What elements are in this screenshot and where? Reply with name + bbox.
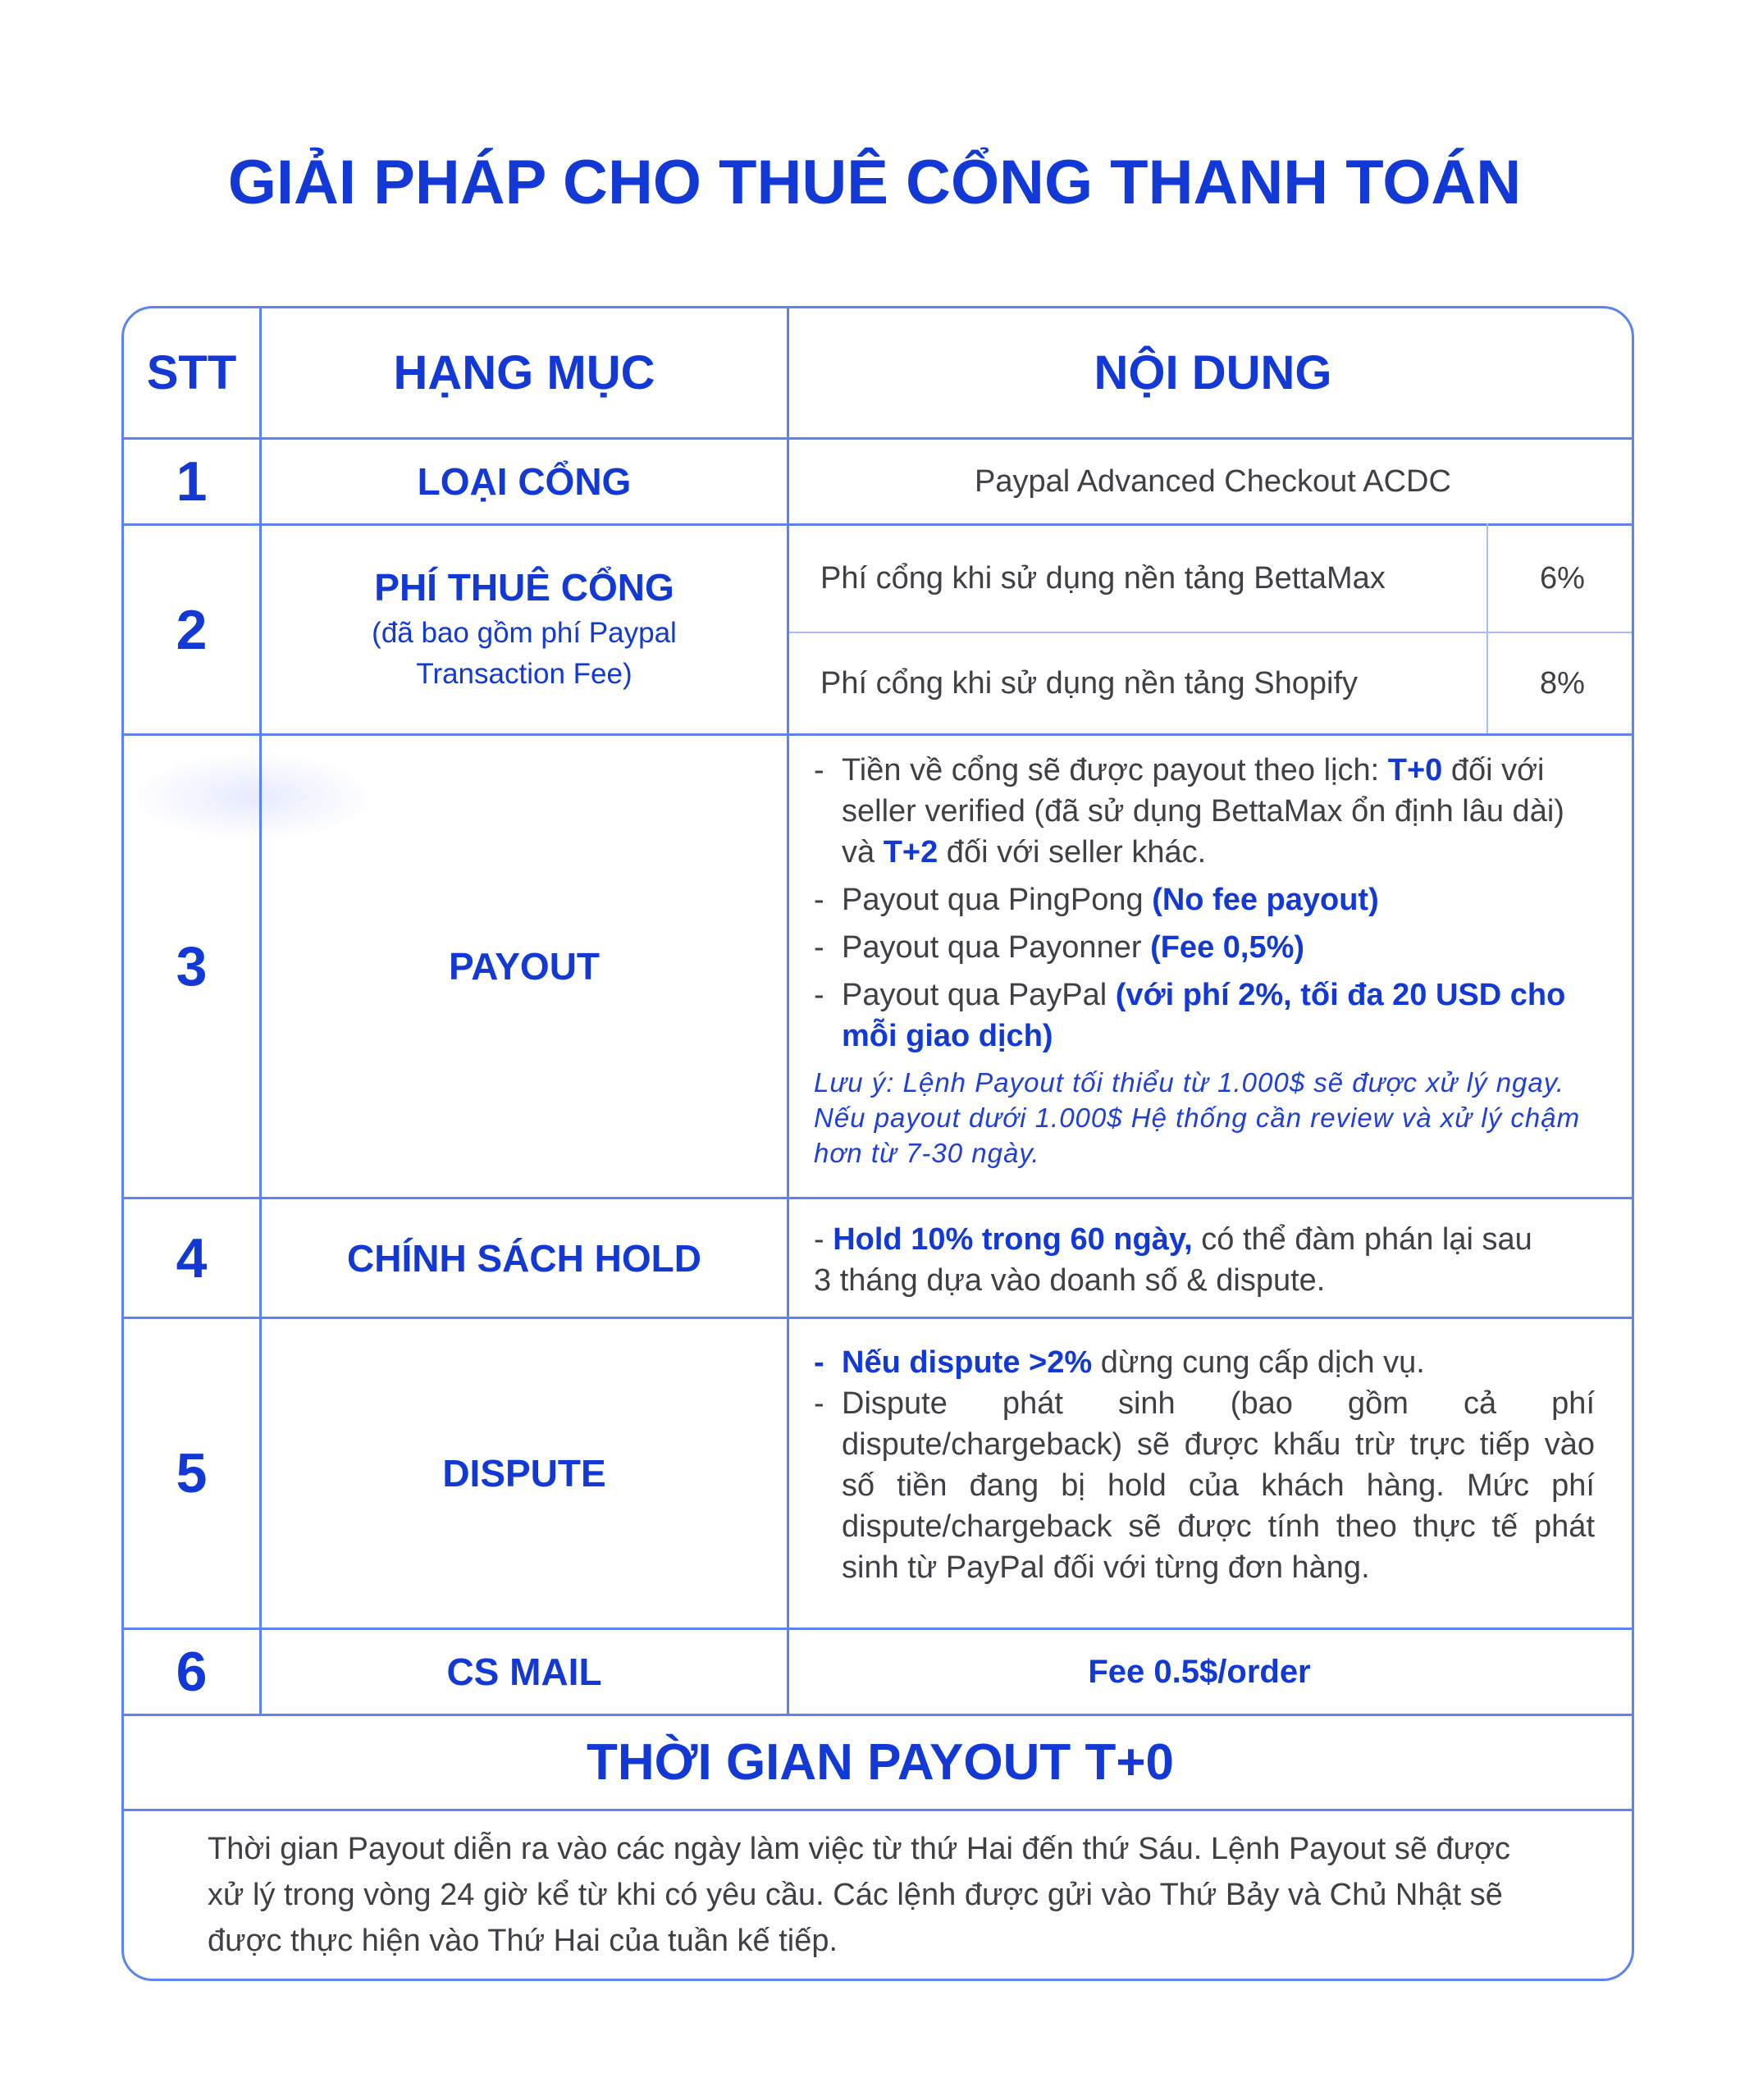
row-number: 1: [176, 450, 208, 513]
bullet-dash: -: [814, 978, 824, 1012]
bullet-dash: -: [814, 1386, 824, 1421]
fee-label: Phí cổng khi sử dụng nền tảng BettaMax: [820, 561, 1386, 596]
item-highlight: (với phí 2%, tối đa 20 USD cho mỗi giao dịch): [842, 978, 1566, 1053]
divider: [124, 1809, 1634, 1811]
item-text: Tiền về cổng sẽ được payout theo lịch:: [842, 753, 1388, 788]
bullet-dash: -: [814, 883, 824, 917]
fee-label: Phí cổng khi sử dụng nền tảng Shopify: [820, 665, 1358, 701]
bullet-dash: -: [814, 1222, 824, 1257]
item-highlight: T+0: [1387, 753, 1443, 788]
row-category: DISPUTE: [442, 1452, 606, 1495]
footer-title: THỜI GIAN PAYOUT T+0: [586, 1734, 1175, 1791]
row-number: 3: [176, 935, 208, 998]
row-number: 5: [176, 1442, 208, 1504]
payout-note: Lưu ý: Lệnh Payout tối thiểu từ 1.000$ sẽ được xử lý ngay. Nếu payout dưới 1.000$ Hệ thống cần review và xử lý chậm hơn từ 7-30 ngày.: [814, 1067, 1581, 1168]
row-content: Fee 0.5$/order: [1088, 1653, 1311, 1690]
item-text: dừng cung cấp dịch vụ.: [1092, 1345, 1425, 1380]
list-item: [814, 975, 1593, 1057]
row-number: 2: [176, 598, 208, 661]
list-item: [814, 1383, 1595, 1588]
fee-value: 6%: [1540, 561, 1585, 596]
item-highlight: T+2: [883, 835, 938, 870]
item-highlight: Hold 10% trong 60 ngày,: [833, 1222, 1193, 1257]
row-content: [814, 750, 1593, 1171]
row-content: [814, 1342, 1595, 1588]
row-category: [262, 526, 787, 733]
bullet-dash: -: [814, 930, 824, 965]
list-item: [814, 750, 1593, 873]
header-content: NỘI DUNG: [1094, 346, 1332, 399]
item-text: Payout qua Payonner: [842, 930, 1151, 965]
item-text: Dispute phát sinh (bao gồm cả phí dispute/chargeback) sẽ được khấu trừ trực tiếp vào số tiền đang bị hold của khách hàng. Mức phí dispute/chargeback sẽ được tính theo thực tế phát sinh từ PayPal đối với từng đơn hàng.: [842, 1386, 1595, 1585]
row-category: CS MAIL: [446, 1650, 602, 1693]
item-text: đối với seller khác.: [938, 835, 1207, 870]
pricing-table: [121, 306, 1634, 1981]
item-highlight: Nếu dispute >2%: [842, 1345, 1093, 1380]
item-text: Payout qua PayPal: [842, 978, 1116, 1012]
footer-text: Thời gian Payout diễn ra vào các ngày làm việc từ thứ Hai đến thứ Sáu. Lệnh Payout sẽ được xử lý trong vòng 24 giờ kể từ khi có yêu cầu. Các lệnh được gửi vào Thứ Bảy và Chủ Nhật sẽ được thực hiện vào Thứ Hai của tuần kế tiếp.: [208, 1832, 1511, 1958]
row-category: LOẠI CỔNG: [417, 460, 632, 503]
page-title: GIẢI PHÁP CHO THUÊ CỔNG THANH TOÁN: [227, 148, 1522, 217]
bullet-dash: -: [814, 1345, 824, 1380]
list-item: [814, 1342, 1595, 1383]
header-stt: STT: [146, 346, 237, 399]
list-item: [814, 927, 1593, 968]
fee-value: 8%: [1540, 665, 1585, 701]
row-content: Paypal Advanced Checkout ACDC: [975, 463, 1451, 499]
row-category: PAYOUT: [448, 945, 601, 988]
item-text: đối với seller verified (đã sử dụng BettaMax ổn định lâu dài) và: [842, 753, 1564, 870]
row-number: 4: [176, 1226, 208, 1290]
row-category: CHÍNH SÁCH HOLD: [347, 1236, 701, 1280]
row-content: [814, 1219, 1552, 1301]
item-highlight: (Fee 0,5%): [1150, 930, 1305, 965]
bullet-dash: -: [814, 753, 824, 788]
list-item: [814, 879, 1593, 920]
item-highlight: (No fee payout): [1152, 883, 1379, 917]
category-note: (đã bao gồm phí Paypal Transaction Fee): [372, 616, 677, 690]
category-label: PHÍ THUÊ CỔNG: [374, 565, 674, 609]
item-text: Payout qua PingPong: [842, 883, 1153, 917]
header-category: HẠNG MỤC: [393, 346, 655, 399]
item-text: có thể đàm phán lại sau 3 tháng dựa vào doanh số & dispute.: [814, 1222, 1532, 1298]
row-number: 6: [176, 1641, 208, 1703]
